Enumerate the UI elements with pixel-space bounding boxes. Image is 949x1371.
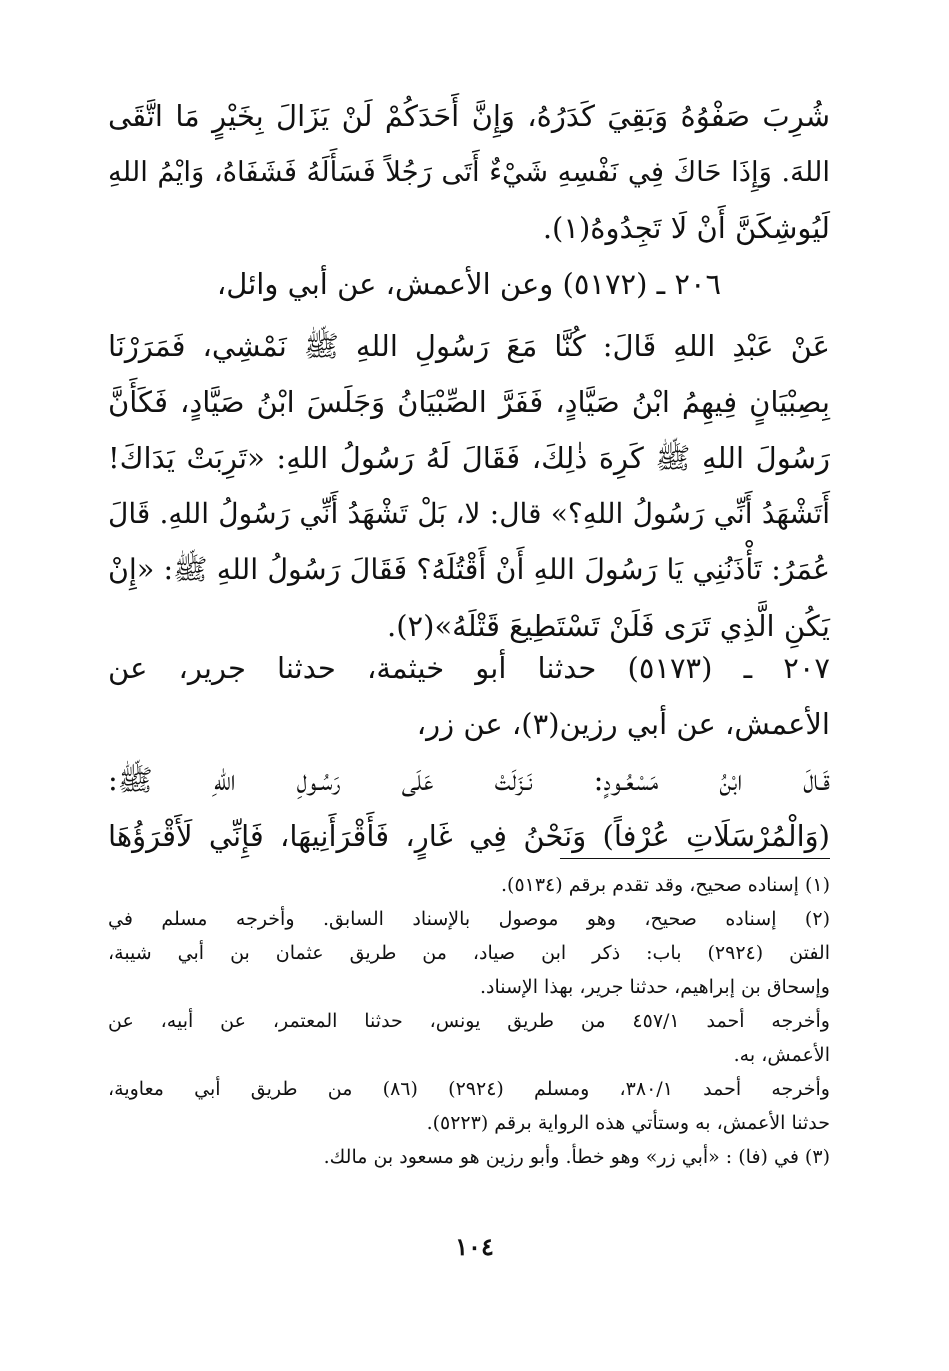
hadith-heading-207 xyxy=(108,640,830,752)
footnote-line: وأخرجه أحمد ٤٥٧/١ من طريق يونس، حدثنا المعتمر، عن أبيه، عن xyxy=(108,1010,830,1032)
text-line: بِصِبْيَانٍ فِيهِمُ ابْنُ صَيَّادٍ، فَفَرَّ الصِّبْيَانُ وَجَلَسَ ابْنُ صَيَّادٍ، فَكَأَنَّ xyxy=(108,385,830,419)
hadith-text-206 xyxy=(108,318,830,654)
hadith-heading-206: ٢٠٦ ـ (٥١٧٢) وعن الأعمش، عن أبي وائل، xyxy=(216,267,722,301)
footnote-line: الأعمش، به. xyxy=(733,1044,830,1066)
footnote-line: (٢) إسناده صحيح، وهو موصول بالإسناد السابق. وأخرجه مسلم في xyxy=(108,908,830,930)
hadith-continuation xyxy=(108,88,830,256)
text-line: شُرِبَ صَفْوُهُ وَبَقِيَ كَدَرُهُ، وَإِنَّ أَحَدَكُمْ لَنْ يَزَالَ بِخَيْرٍ مَا اتَّقَى xyxy=(108,99,830,133)
footnote-line: وإسحاق بن إبراهيم، حدثنا جرير، بهذا الإسناد. xyxy=(479,976,830,998)
text-line: عُمَرُ: تَأْذَنُنِي يَا رَسُولَ اللهِ أَنْ أَقْتُلَهُ؟ فَقَالَ رَسُولُ اللهِ ﷺ: «إِنْ xyxy=(108,553,830,586)
text-line: (وَالْمُرْسَلَاتِ عُرْفاً) وَنَحْنُ فِي غَارٍ، فَأَقْرَأَنِيهَا، فَإِنِّي لَأَقْرَؤُهَا xyxy=(108,819,830,853)
text-line: قَـالَ ابْنُ مَسْعُـودٍ: نَـزَلَتْ عَلَى رَسُـولِ اللهِ ﷺ: xyxy=(108,763,830,797)
text-line: رَسُولَ اللهِ ﷺ كَرِهَ ذٰلِكَ، فَقَالَ لَهُ رَسُولُ اللهِ: «تَرِبَتْ يَدَاكَ! xyxy=(108,441,830,475)
text-line: اللهَ. وَإِذَا حَاكَ فِي نَفْسِهِ شَيْءٌ أَتَى رَجُلاً فَسَأَلَهُ فَشَفَاهُ، وَايْمُ اللهِ xyxy=(108,156,830,188)
footnote-line: حدثنا الأعمش، به وستأتي هذه الرواية برقم (٥٢٢٣). xyxy=(426,1112,830,1134)
text-line: الأعمش، عن أبي رزين(٣)، عن زر، xyxy=(416,707,830,741)
page-number: ١٠٤ xyxy=(455,1232,494,1261)
text-line: لَيُوشِكَنَّ أَنْ لَا تَجِدُوهُ(١). xyxy=(542,211,830,245)
text-line: عَنْ عَبْدِ اللهِ قَالَ: كُنَّا مَعَ رَسُولِ اللهِ ﷺ نَمْشِي، فَمَرَرْنَا xyxy=(108,329,830,363)
text-line: ٢٠٧ ـ (٥١٧٣) حدثنا أبو خيثمة، حدثنا جرير، عن xyxy=(108,651,830,685)
footnote-line: (١) إسناده صحيح، وقد تقدم برقم (٥١٣٤). xyxy=(500,874,830,896)
footnote-line: (٣) في (فا) : «أبي زر» وهو خطأ. وأبو رزين هو مسعود بن مالك. xyxy=(323,1146,830,1168)
footnote-separator xyxy=(560,858,830,859)
footnote-line: الفتن (٢٩٢٤) باب: ذكر ابن صياد، من طريق عثمان بن أبي شيبة، xyxy=(108,942,831,964)
footnote-line: وأخرجه أحمد ٣٨٠/١، ومسلم (٢٩٢٤) (٨٦) من طريق أبي معاوية، xyxy=(108,1078,830,1100)
text-line: أَتَشْهَدُ أَنِّي رَسُولُ اللهِ؟» قال: لا، بَلْ تَشْهَدُ أَنِّي رَسُولُ اللهِ. قَالَ xyxy=(108,497,830,530)
hadith-text-207 xyxy=(108,752,830,864)
footnotes xyxy=(108,868,830,1174)
text-line: يَكُنِ الَّذِي تَرَى فَلَنْ تَسْتَطِيعَ قَتْلَهُ»(٢). xyxy=(387,609,830,643)
